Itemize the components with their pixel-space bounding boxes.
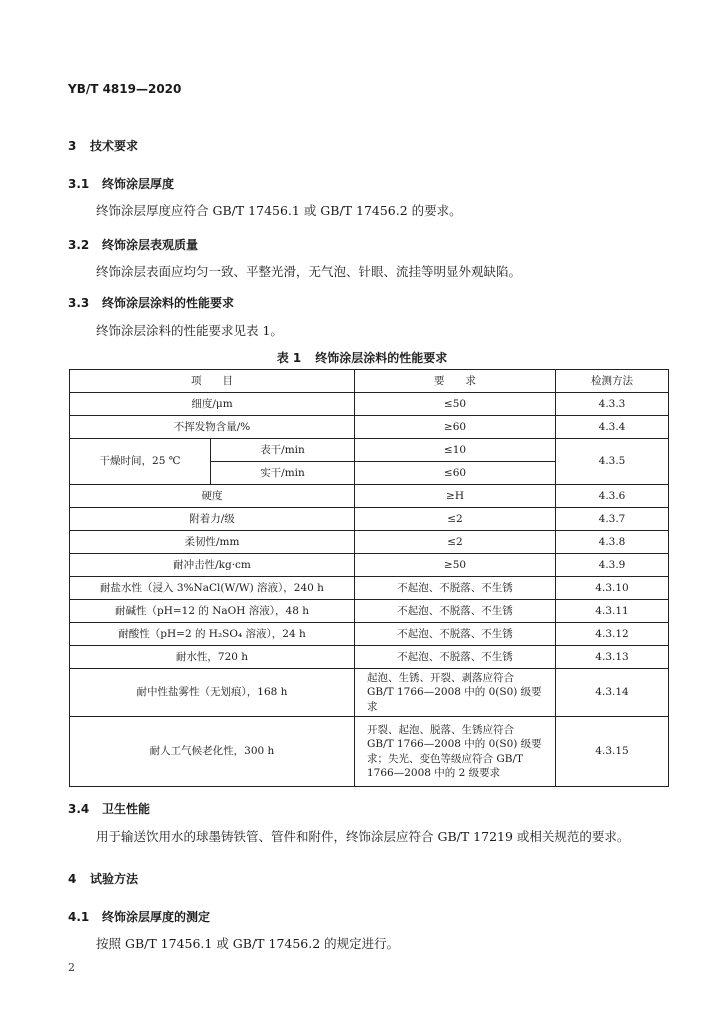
section-3-4-text: 用于输送饮用水的球墨铸铁管、管件和附件，终饰涂层应符合 GB/T 17219 或相关规范的要求。 [96, 829, 630, 844]
section-3-3-heading [68, 294, 234, 311]
row-requirement: ≤50 [355, 393, 556, 416]
row-item: 附着力/级 [70, 508, 355, 531]
row-requirement: 开裂、起泡、脱落、生锈应符合 GB/T 1766—2008 中的 0(S0) 级要求；失光、变色等级应符合 GB/T 1766—2008 中的 2 级要求 [355, 717, 556, 787]
section-3-4-heading [68, 800, 150, 817]
row-method: 4.3.7 [556, 508, 669, 531]
row-requirement: ≤2 [355, 508, 556, 531]
section-title: 终饰涂层表观质量 [102, 238, 199, 252]
row-method: 4.3.10 [556, 577, 669, 600]
row-item: 不挥发物含量/% [70, 416, 355, 439]
section-title: 卫生性能 [102, 802, 151, 816]
table-header-row [70, 370, 669, 393]
section-title: 终饰涂层涂料的性能要求 [102, 296, 235, 310]
row-method: 4.3.4 [556, 416, 669, 439]
row-method: 4.3.12 [556, 623, 669, 646]
section-number: 3.1 [68, 177, 90, 191]
table-row [70, 600, 669, 623]
row-item: 耐碱性（pH=12 的 NaOH 溶液），48 h [70, 600, 355, 623]
section-4-1-heading [68, 908, 210, 925]
header-method: 检测方法 [556, 370, 669, 393]
performance-requirements-table [69, 369, 669, 787]
header-item: 项 目 [70, 370, 355, 393]
section-number: 3.4 [68, 802, 90, 816]
section-3-3-text: 终饰涂层涂料的性能要求见表 1。 [96, 323, 283, 338]
section-3-2-text: 终饰涂层表面应均匀一致、平整光滑，无气泡、针眼、流挂等明显外观缺陷。 [96, 264, 522, 279]
row-method: 4.3.11 [556, 600, 669, 623]
table-caption-number: 表 1 [276, 351, 302, 365]
section-4-1-text: 按照 GB/T 17456.1 或 GB/T 17456.2 的规定进行。 [96, 936, 400, 951]
row-requirement: 不起泡、不脱落、不生锈 [355, 646, 556, 669]
row-method: 4.3.9 [556, 554, 669, 577]
table-row [70, 577, 669, 600]
section-title: 终饰涂层厚度 [102, 177, 175, 191]
row-requirement: 不起泡、不脱落、不生锈 [355, 577, 556, 600]
table-row [70, 623, 669, 646]
table-caption-title: 终饰涂层涂料的性能要求 [315, 351, 448, 365]
row-item: 干燥时间，25 ℃ [70, 439, 211, 485]
row-method: 4.3.15 [556, 717, 669, 787]
section-number: 3.2 [68, 238, 90, 252]
row-item: 耐盐水性（浸入 3%NaCl(W/W) 溶液），240 h [70, 577, 355, 600]
row-requirement: 不起泡、不脱落、不生锈 [355, 600, 556, 623]
section-3-2-heading [68, 236, 198, 253]
row-method: 4.3.8 [556, 531, 669, 554]
table-row [70, 717, 669, 787]
section-number: 3 [68, 139, 77, 153]
row-subitem: 实干/min [211, 462, 355, 485]
row-requirement: 起泡、生锈、开裂、剥落应符合 GB/T 1766—2008 中的 0(S0) 级要求 [355, 669, 556, 717]
row-method: 4.3.3 [556, 393, 669, 416]
row-requirement: 不起泡、不脱落、不生锈 [355, 623, 556, 646]
section-3-heading [68, 137, 138, 154]
row-item: 耐水性，720 h [70, 646, 355, 669]
section-number: 3.3 [68, 296, 90, 310]
section-3-1-text: 终饰涂层厚度应符合 GB/T 17456.1 或 GB/T 17456.2 的要求。 [96, 203, 462, 218]
table-row [70, 439, 669, 462]
table-row [70, 554, 669, 577]
table-row [70, 393, 669, 416]
row-method: 4.3.13 [556, 646, 669, 669]
table-row [70, 531, 669, 554]
section-4-heading [68, 870, 138, 887]
table-row [70, 416, 669, 439]
row-item: 耐中性盐雾性（无划痕），168 h [70, 669, 355, 717]
section-title: 技术要求 [90, 139, 139, 153]
row-requirement: ≤10 [355, 439, 556, 462]
table-1-caption [0, 349, 724, 366]
row-item: 耐酸性（pH=2 的 H₂SO₄ 溶液），24 h [70, 623, 355, 646]
row-requirement: ≥H [355, 485, 556, 508]
section-title: 试验方法 [90, 872, 139, 886]
row-item: 柔韧性/mm [70, 531, 355, 554]
page-number: 2 [68, 961, 75, 974]
row-requirement: ≥60 [355, 416, 556, 439]
row-requirement: ≤2 [355, 531, 556, 554]
row-subitem: 表干/min [211, 439, 355, 462]
header-requirement: 要 求 [355, 370, 556, 393]
section-title: 终饰涂层厚度的测定 [102, 910, 211, 924]
section-number: 4 [68, 872, 77, 886]
row-item: 耐冲击性/kg·cm [70, 554, 355, 577]
row-item: 细度/μm [70, 393, 355, 416]
section-number: 4.1 [68, 910, 90, 924]
table-row [70, 508, 669, 531]
standard-code: YB/T 4819—2020 [68, 82, 182, 96]
row-item: 耐人工气候老化性，300 h [70, 717, 355, 787]
row-item: 硬度 [70, 485, 355, 508]
row-method: 4.3.14 [556, 669, 669, 717]
row-requirement: ≤60 [355, 462, 556, 485]
table-row [70, 646, 669, 669]
section-3-1-heading [68, 175, 174, 192]
table-row [70, 669, 669, 717]
table-row [70, 485, 669, 508]
row-method: 4.3.5 [556, 439, 669, 485]
row-requirement: ≥50 [355, 554, 556, 577]
row-method: 4.3.6 [556, 485, 669, 508]
